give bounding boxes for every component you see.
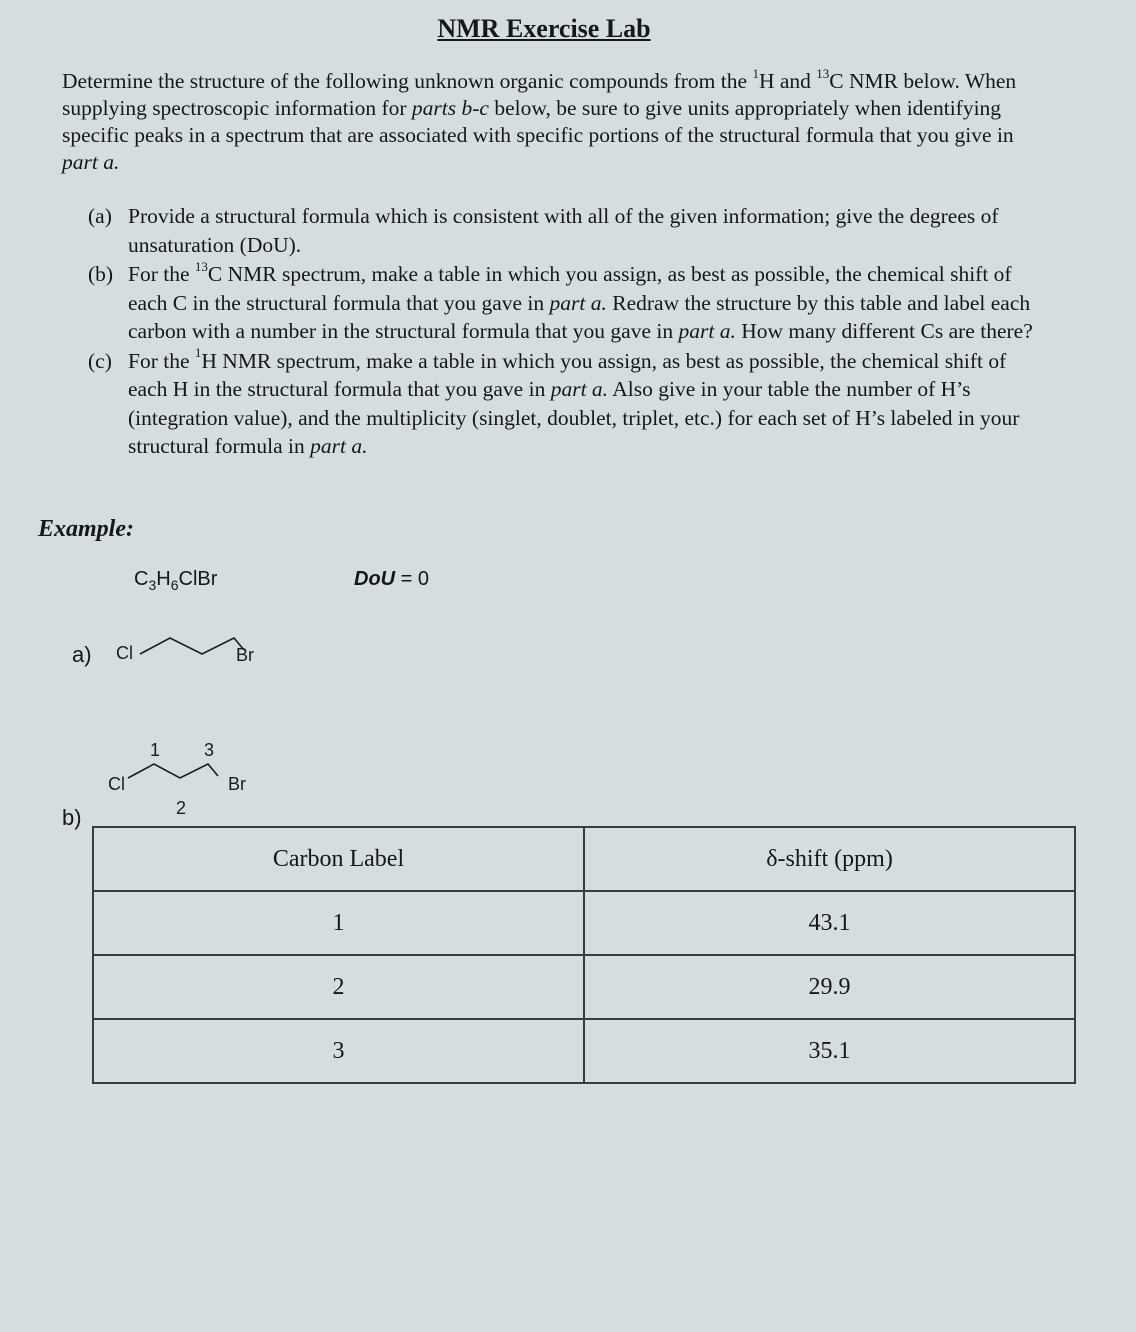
carbon-label-3: 3 <box>204 740 215 760</box>
table-row <box>93 955 1075 1019</box>
row-1-carbon: 1 <box>93 891 584 955</box>
part-c-text-1: For the <box>128 348 195 373</box>
part-b-sup: 13 <box>194 258 208 274</box>
example-heading: Example: <box>38 516 134 542</box>
structure-a-chain <box>140 638 244 654</box>
example-part-a-label: a) <box>72 642 92 667</box>
row-1-shift: 43.1 <box>584 891 1075 955</box>
intro-text-3: C NMR below. When supplying spectroscopic information for <box>62 69 1017 120</box>
part-c-question <box>88 347 1038 461</box>
structure-b-drawing <box>104 732 264 822</box>
carbon-label-2: 2 <box>176 798 187 818</box>
part-b-text-4: How many different Cs are there? <box>735 319 1033 343</box>
structure-a-br: Br <box>236 645 254 665</box>
page-title: NMR Exercise Lab <box>437 14 651 43</box>
intro-sup-h: 1 <box>752 65 759 81</box>
row-3-shift: 35.1 <box>584 1019 1075 1083</box>
part-c-text-3: Also give in your table the number of H’s (integration value), and the multiplicity (singlet, doublet, triplet, etc.) for each set of H’s labeled in your structural formula in <box>128 377 1020 458</box>
example-part-b-label: b) <box>62 805 82 830</box>
intro-sup-c: 13 <box>816 65 830 81</box>
part-b-ref-1: part a. <box>549 290 607 315</box>
row-2-shift: 29.9 <box>584 955 1075 1019</box>
part-a-label: (a) <box>88 204 112 228</box>
table-header-row <box>93 827 1075 891</box>
table-row <box>93 1019 1075 1083</box>
intro-paragraph <box>62 65 1052 176</box>
question-parts <box>88 202 1038 462</box>
structure-a-drawing <box>110 630 270 680</box>
formula-h: H <box>156 568 171 590</box>
carbon-label-1: 1 <box>150 740 161 760</box>
part-a-question <box>88 202 1038 259</box>
header-carbon-label: Carbon Label <box>93 827 584 891</box>
part-c-text-2: H NMR spectrum, make a table in which you assign, as best as possible, the chemical shift of each H in the structural formula that you gave in <box>128 348 1007 401</box>
part-b-question <box>88 260 1038 346</box>
part-c-ref-2: part a. <box>310 434 368 458</box>
structure-b-chain <box>128 764 218 778</box>
table-row <box>93 891 1075 955</box>
structure-b-cl: Cl <box>108 774 125 794</box>
part-b-text-2: C NMR spectrum, make a table in which you assign, as best as possible, the chemical shift of each C in the structural formula that you gave in <box>128 262 1012 315</box>
molecular-formula <box>134 568 217 593</box>
row-3-carbon: 3 <box>93 1019 584 1083</box>
part-b-label: (b) <box>88 262 114 286</box>
header-delta-shift: δ-shift (ppm) <box>584 827 1075 891</box>
part-c-ref-1: part a. <box>550 377 609 401</box>
structure-a-cl: Cl <box>116 643 133 663</box>
dou-value: = 0 <box>395 568 430 590</box>
intro-text-1: Determine the structure of the following unknown organic compounds from the <box>62 69 753 93</box>
intro-text-4: below, be sure to give units appropriately when identifying specific peaks in a spectrum that are associated with specific portions of the structural formula that you give in <box>62 96 1014 147</box>
part-b-ref-2: part a. <box>678 319 736 343</box>
part-a-text: Provide a structural formula which is consistent with all of the given information; give the degrees of unsaturation (DoU). <box>128 204 999 257</box>
carbon-shift-table <box>92 826 1076 1076</box>
part-c-label: (c) <box>88 348 112 373</box>
intro-text-2: H and <box>758 69 817 93</box>
dou-label: DoU <box>354 568 396 590</box>
formula-rest: ClBr <box>178 568 218 590</box>
intro-part-a-ref: part a. <box>62 150 120 174</box>
row-2-carbon: 2 <box>93 955 584 1019</box>
degrees-of-unsaturation <box>354 568 429 591</box>
formula-c-count: 3 <box>148 577 157 593</box>
structure-b-br: Br <box>228 774 246 794</box>
part-c-sup: 1 <box>194 345 202 361</box>
part-b-text-1: For the <box>128 262 195 286</box>
intro-parts-ref: parts b-c <box>411 96 489 120</box>
part-b-text-3: Redraw the structure by this table and label each carbon with a number in the structural formula that you gave in <box>128 290 1031 343</box>
formula-c: C <box>134 568 149 590</box>
formula-h-count: 6 <box>170 577 179 593</box>
